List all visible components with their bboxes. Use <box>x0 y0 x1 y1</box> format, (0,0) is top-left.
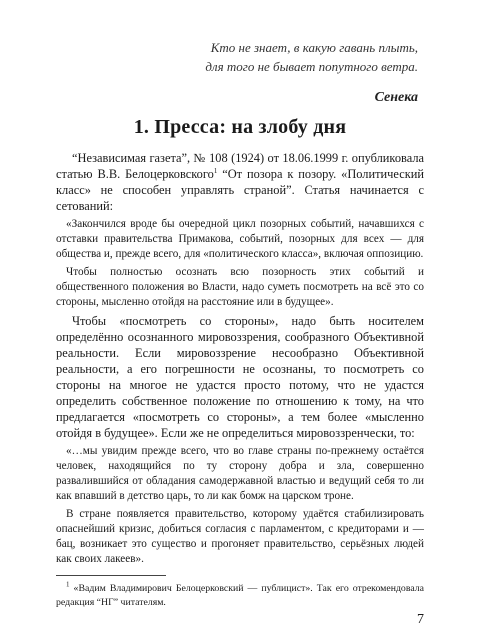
body-text <box>56 150 424 567</box>
epigraph-line-2: для того не бывает попутного ветра. <box>205 59 418 74</box>
quote-2: Чтобы полностью осознать всю позорность этих событий и общественного положения во Власти, надо суметь посмотреть на всё это со стороны, мысленно отойдя на расстояние или в будущее». <box>56 266 424 308</box>
epigraph-author: Сенека <box>374 90 418 105</box>
footnote-text: «Вадим Владимирович Белоцерковский — публицист». Так его отрекомендовала редакция “НГ” читателям. <box>56 583 424 608</box>
paragraph-worldview: Чтобы «посмотреть со стороны», надо быть носителем определённо осознанного мировоззрения, сообразного Объективной реальности. Если мировоззрение несообразно Объективной реальности, а его погрешности не осознаны, то посмотреть со стороны на многое не удастся просто потому, что не удастся определить собственное положение по отношению к тому, на что предлагается «посмотреть со стороны», а тем более «мысленно отойдя в будущее». Если же не определиться мировоззренчески, то: <box>56 314 424 440</box>
footnote-marker: 1 <box>66 580 70 589</box>
page-number: 7 <box>417 612 424 627</box>
footnote <box>56 582 424 610</box>
quote-4: В стране появляется правительство, которому удаётся стабилизировать опаснейший кризис, добиться согласия с парламентом, с кредиторами и — бац, возникает это существо и прогоняет правительство, серьёзных людей как своих лакеев». <box>56 508 424 565</box>
paragraph-intro-text-a: “Независимая газета”, № 108 (1924) от 18.06.1999 г. опубликовала статью В.В. Белоцерковского <box>56 151 424 181</box>
footnote-reference: 1 <box>213 166 218 175</box>
epigraph <box>118 38 418 76</box>
paragraph-intro <box>56 150 424 214</box>
footnote-divider <box>56 575 166 576</box>
quote-3: «…мы увидим прежде всего, что во главе страны по-прежнему остаётся человек, находящийся по ту сторону добра и зла, совершенно развалившийся от обладания самодержавной властью и ведущий себя то ли как впавший в детство царь, то ли как бомж на царском троне. <box>56 445 424 502</box>
quote-1: «Закончился вроде бы очередной цикл позорных событий, начавшихся с отставки правительства Примакова, событий, позорных для всех — для общества и, прежде всего, для «политического класса», включая оппозицию. <box>56 218 424 260</box>
epigraph-line-1: Кто не знает, в какую гавань плыть, <box>210 40 418 55</box>
paragraph-intro-text-b: “От позора к позору. «Политический класс» не способен управлять страной”. Статья начинается с сетований: <box>56 167 424 213</box>
section-title: 1. Пресса: на злобу дня <box>133 116 347 138</box>
